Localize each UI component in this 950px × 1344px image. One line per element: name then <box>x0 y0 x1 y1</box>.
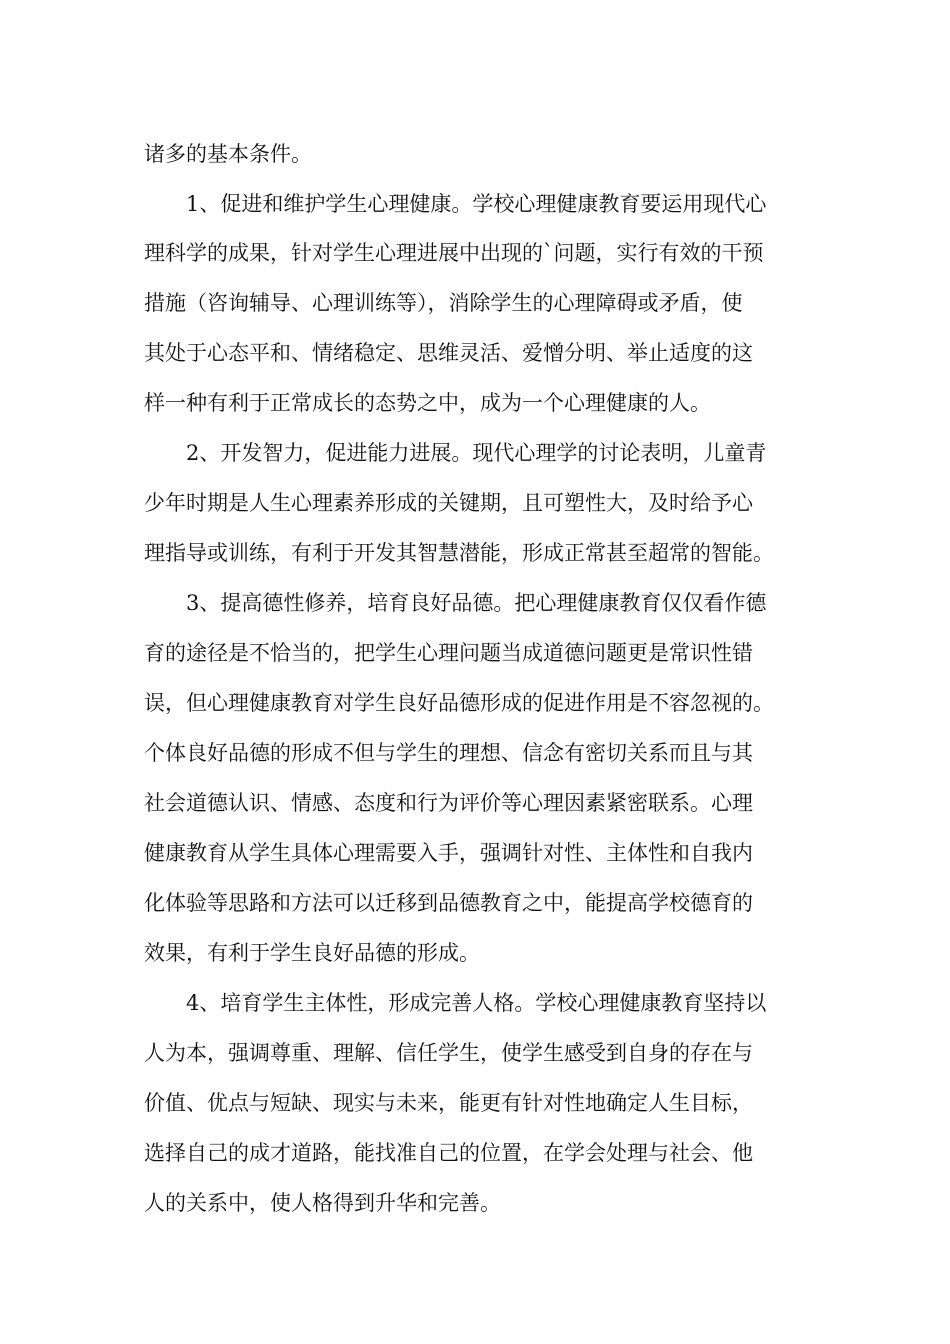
text-line: 误，但心理健康教育对学生良好品德形成的促进作用是不容忽视的。 <box>144 691 774 715</box>
text-line: 理指导或训练，有利于开发其智慧潜能，形成正常甚至超常的智能。 <box>144 541 774 565</box>
text-line: 价值、优点与短缺、现实与未来，能更有针对性地确定人生目标， <box>144 1091 753 1115</box>
text-line: 选择自己的成才道路，能找准自己的位置，在学会处理与社会、他 <box>144 1141 753 1165</box>
text-line: 健康教育从学生具体心理需要入手，强调针对性、主体性和自我内 <box>144 841 753 865</box>
paragraph-4-first-line: 4、培育学生主体性，形成完善人格。学校心理健康教育坚持以 <box>186 991 767 1015</box>
text-line: 育的途径是不恰当的，把学生心理问题当成道德问题更是常识性错 <box>144 641 753 665</box>
text-line: 样一种有利于正常成长的态势之中，成为一个心理健康的人。 <box>144 391 711 415</box>
text-line: 人为本，强调尊重、理解、信任学生，使学生感受到自身的存在与 <box>144 1041 753 1065</box>
text-line: 人的关系中，使人格得到升华和完善。 <box>144 1191 501 1215</box>
text-line: 理科学的成果，针对学生心理进展中出现的`问题，实行有效的干预 <box>144 241 764 265</box>
text-line: 社会道德认识、情感、态度和行为评价等心理因素紧密联系。心理 <box>144 791 753 815</box>
text-line: 个体良好品德的形成不但与学生的理想、信念有密切关系而且与其 <box>144 741 753 765</box>
text-line: 诸多的基本条件。 <box>144 142 312 166</box>
text-line: 措施（咨询辅导、心理训练等），消除学生的心理障碍或矛盾，使 <box>144 291 743 315</box>
text-line: 效果，有利于学生良好品德的形成。 <box>144 941 480 965</box>
paragraph-1-first-line: 1、促进和维护学生心理健康。学校心理健康教育要运用现代心 <box>186 192 767 216</box>
paragraph-2-first-line: 2、开发智力，促进能力进展。现代心理学的讨论表明，儿童青 <box>186 441 767 465</box>
text-line: 少年时期是人生心理素养形成的关键期，且可塑性大，及时给予心 <box>144 491 753 515</box>
text-line: 其处于心态平和、情绪稳定、思维灵活、爱憎分明、举止适度的这 <box>144 341 753 365</box>
text-line: 化体验等思路和方法可以迁移到品德教育之中，能提高学校德育的 <box>144 891 753 915</box>
paragraph-3-first-line: 3、提高德性修养，培育良好品德。把心理健康教育仅仅看作德 <box>186 591 767 615</box>
